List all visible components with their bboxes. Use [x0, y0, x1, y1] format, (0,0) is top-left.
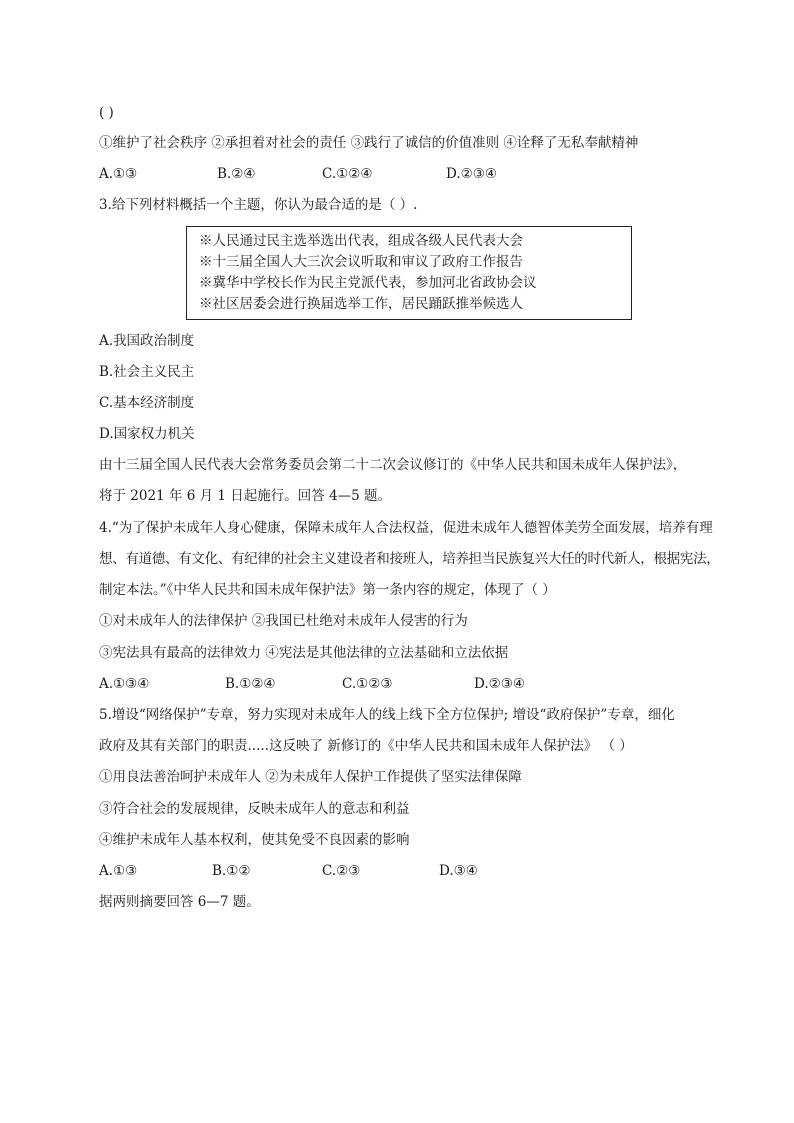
q4-option-d: D.②③④ — [474, 676, 525, 692]
q4-option-b: B.①②④ — [225, 676, 276, 692]
q5-option-b: B.①② — [212, 863, 251, 879]
q3-option-c: C.基本经济制度 — [99, 395, 195, 411]
q2-option-c: C.①②④ — [322, 166, 373, 182]
q4-option-a: A.①③④ — [99, 676, 150, 692]
q2-option-b: B.②④ — [217, 166, 256, 182]
q2-option-a: A.①③ — [99, 166, 138, 182]
q4-statements-line: ①对未成年人的法律保护 ②我国已杜绝对未成年人侵害的行为 — [99, 613, 468, 629]
q2-statements: ①维护了社会秩序 ②承担着对社会的责任 ③践行了诚信的价值准则 ④诠释了无私奉献精神 — [99, 135, 639, 151]
q2-option-d: D.②③④ — [446, 166, 497, 182]
q3-option-a: A.我国政治制度 — [99, 333, 195, 349]
q4-stem-line: 制定本法。”《中华人民共和国未成年保护法》第一条内容的规定，体现了（ ） — [99, 582, 556, 598]
q5-statements-line: ③符合社会的发展规律，反映未成年人的意志和利益 — [99, 801, 410, 817]
q4-stem-line: 想、有道德、有文化、有纪律的社会主义建设者和接班人，培养担当民族复兴大任的时代新人，根据宪法， — [99, 551, 720, 567]
q4-option-c: C.①②③ — [342, 676, 393, 692]
q3-material-line: ※十三届全国人大三次会议听取和审议了政府工作报告 — [199, 254, 523, 270]
intro-6-7: 据两则摘要回答 6—7 题。 — [99, 894, 260, 910]
q3-material-line: ※人民通过民主选举选出代表，组成各级人民代表大会 — [199, 233, 523, 249]
q3-material-line: ※社区居委会进行换届选举工作，居民踊跃推举候选人 — [199, 296, 523, 312]
q3-option-d: D.国家权力机关 — [99, 426, 195, 442]
q5-statements-line: ①用良法善治呵护未成年人 ②为未成年人保护工作提供了坚实法律保障 — [99, 769, 522, 785]
q4-statements-line: ③宪法具有最高的法律效力 ④宪法是其他法律的立法基础和立法依据 — [99, 645, 509, 661]
answer-parenthesis: ( ) — [99, 105, 114, 121]
q3-material-box — [186, 226, 632, 320]
q5-option-d: D.③④ — [439, 863, 478, 879]
q3-stem: 3.给下列材料概括一个主题，你认为最合适的是（ ）. — [99, 197, 418, 213]
q3-option-b: B.社会主义民主 — [99, 364, 195, 380]
q4-stem-line: 4.“为了保护未成年人身心健康，保障未成年人合法权益，促进未成年人德智体美劳全面发展，培养有理 — [99, 520, 713, 536]
q5-option-c: C.②③ — [322, 863, 361, 879]
q3-material-line: ※冀华中学校长作为民主党派代表，参加河北省政协会议 — [199, 275, 537, 291]
intro-4-5-line: 由十三届全国人民代表大会常务委员会第二十二次会议修订的《中华人民共和国未成年人保护法》， — [99, 457, 687, 473]
intro-4-5-line: 将于 2021 年 6 月 1 日起施行。回答 4—5 题。 — [99, 488, 392, 504]
q5-statements-line: ④维护未成年人基本权利，使其免受不良因素的影响 — [99, 832, 410, 848]
q5-stem-line: 政府及其有关部门的职责.....这反映了 新修订的《中华人民共和国未成年人保护法》 （ ） — [99, 738, 633, 754]
q5-option-a: A.①③ — [99, 863, 138, 879]
q5-stem-line: 5.增设“网络保护”专章，努力实现对未成年人的线上线下全方位保护; 增设“政府保护”专章，细化 — [99, 707, 675, 723]
